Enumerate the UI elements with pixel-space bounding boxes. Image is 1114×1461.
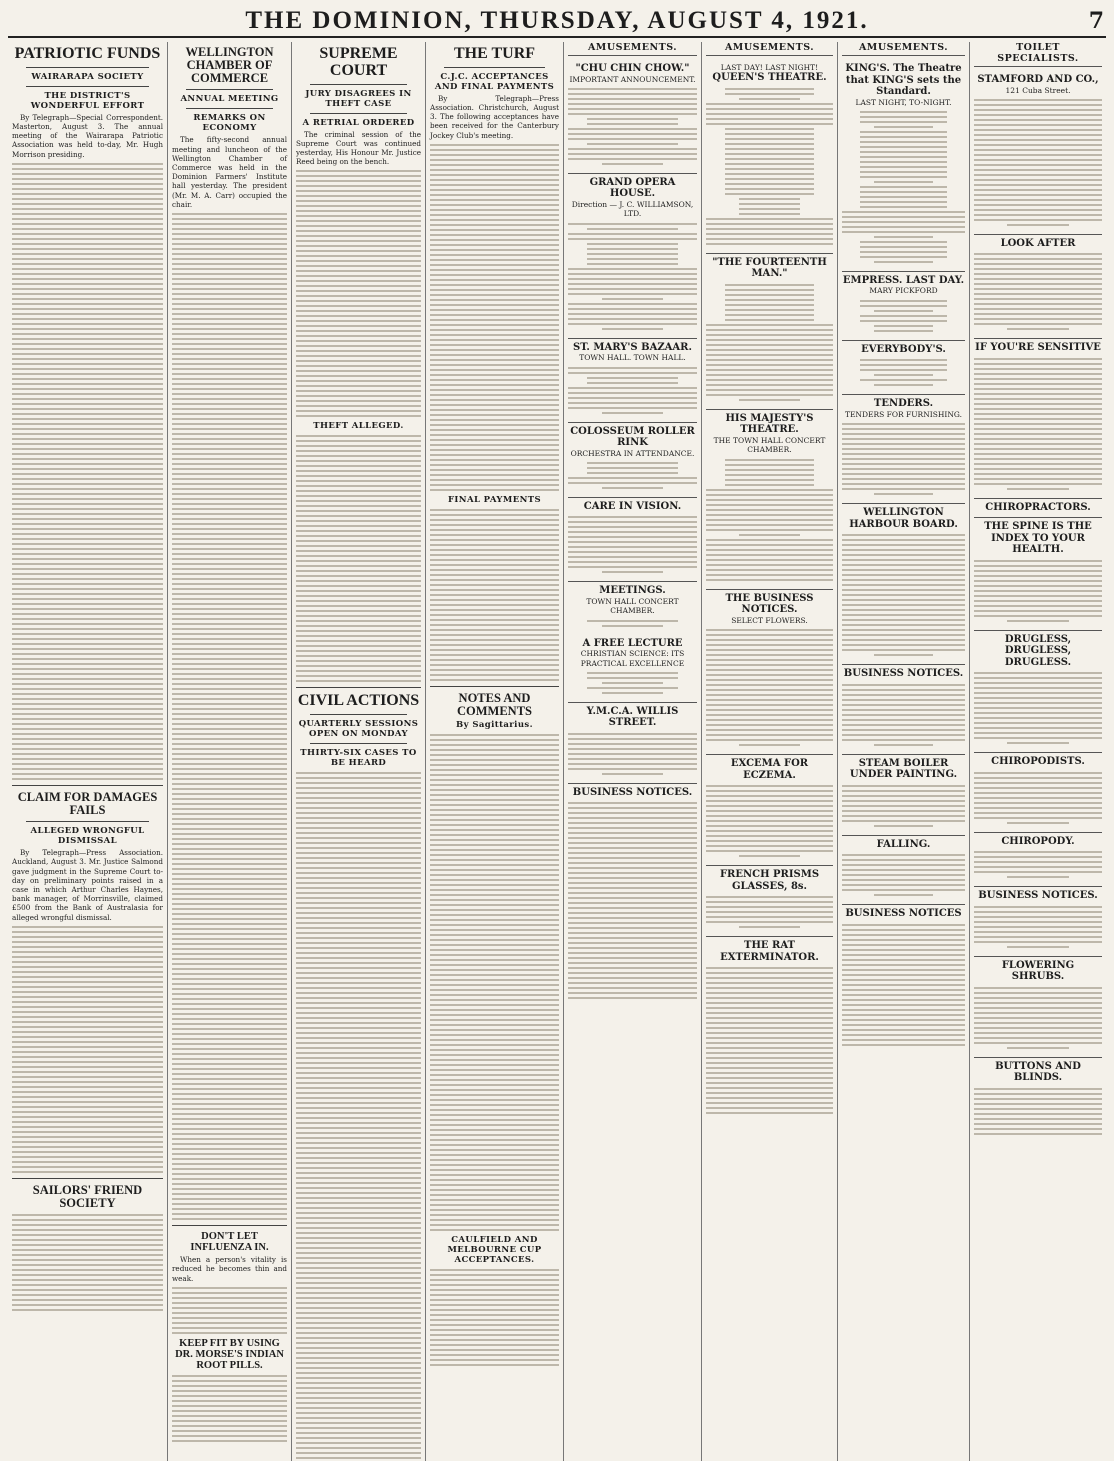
- text-block: [842, 785, 965, 827]
- advertisement: [974, 338, 1102, 498]
- advertisement: [842, 394, 965, 503]
- text-block: [172, 1287, 287, 1334]
- divider: [26, 86, 149, 87]
- text-block: [296, 772, 421, 1461]
- text-block: [842, 684, 965, 746]
- page-number: 7: [1088, 8, 1104, 34]
- ad-title: CARE IN VISION.: [583, 500, 682, 512]
- ad-title: BUTTONS AND BLINDS.: [995, 1060, 1081, 1084]
- text-block: [296, 170, 421, 417]
- ad-title: EMPRESS. LAST DAY.: [842, 274, 965, 286]
- divider: [310, 714, 407, 715]
- ad-title: "THE FOURTEENTH MAN.": [712, 256, 827, 280]
- ad-title: CHIROPODISTS.: [991, 756, 1085, 768]
- text-block: [842, 359, 965, 386]
- text-block: [842, 111, 965, 263]
- advertisement: [706, 409, 833, 589]
- ad-title: MEETINGS.: [599, 585, 666, 597]
- advertisement: [842, 904, 965, 1054]
- headline-patriotic-funds: PATRIOTIC FUNDS: [14, 45, 161, 62]
- text-block: [12, 1214, 163, 1311]
- text-block: [706, 88, 833, 245]
- headline-the-turf: THE TURF: [453, 45, 536, 62]
- subhead: CAULFIELD AND MELBOURNE CUP ACCEPTANCES.: [447, 1235, 542, 1266]
- divider: [12, 1178, 163, 1179]
- subhead: REMARKS ON ECONOMY: [193, 113, 266, 134]
- ad-subtitle: TENDERS FOR FURNISHING.: [844, 409, 963, 419]
- advertisement: [568, 173, 697, 338]
- divider: [26, 67, 149, 68]
- section-head: TOILET SPECIALISTS.: [974, 42, 1102, 67]
- column-5: [564, 42, 702, 1461]
- advertisement: [974, 630, 1102, 753]
- text-block: [568, 88, 697, 165]
- ad-title: GRAND OPERA HOUSE.: [589, 176, 676, 200]
- headline-sailors-friend: SAILORS' FRIEND SOCIETY: [32, 1182, 143, 1211]
- subhead: ANNUAL MEETING: [180, 94, 279, 105]
- ad-subtitle: 121 Cuba Street.: [1005, 85, 1071, 95]
- section-head: AMUSEMENTS.: [706, 42, 833, 56]
- advertisement: [706, 60, 833, 253]
- advertisement: [568, 338, 697, 422]
- divider: [172, 1225, 287, 1226]
- masthead: [8, 6, 1106, 38]
- subhead: THEFT ALLEGED.: [313, 421, 404, 432]
- advertisement: [974, 71, 1102, 234]
- divider: [310, 743, 407, 744]
- text-block: [12, 163, 163, 780]
- article-text: By Telegraph—Special Correspondent. Masterton, August 3. The annual meeting of the Wairarapa Patriotic Association was held to-day, Mr. Hugh Morrison presiding.: [12, 112, 163, 159]
- ad-title: ST. MARY'S BAZAAR.: [573, 341, 692, 353]
- ad-subtitle: THE TOWN HALL CONCERT CHAMBER.: [713, 435, 826, 455]
- divider: [26, 821, 149, 822]
- advertisement: [974, 886, 1102, 956]
- text-block: [974, 906, 1102, 948]
- divider: [296, 687, 421, 688]
- advertisement: [706, 253, 833, 409]
- column-7: [838, 42, 970, 1461]
- subhead: JURY DISAGREES IN THEFT CASE: [305, 88, 412, 109]
- text-block: [706, 459, 833, 581]
- text-block: [12, 926, 163, 1173]
- headline-notes-and-comments: NOTES AND COMMENTS: [457, 690, 532, 719]
- advertisement: [974, 956, 1102, 1057]
- text-block: [706, 896, 833, 928]
- text-block: [296, 435, 421, 682]
- ad-title: BUSINESS NOTICES.: [843, 668, 964, 680]
- ad-title: BUSINESS NOTICES.: [978, 890, 1098, 902]
- ad-title: THE RAT EXTERMINATOR.: [720, 940, 819, 963]
- column-1: [8, 42, 168, 1461]
- text-block: [974, 672, 1102, 744]
- text-block: [842, 534, 965, 656]
- text-block: [430, 1269, 559, 1366]
- ad-title: FALLING.: [876, 838, 931, 850]
- ad-title: BUSINESS NOTICES: [845, 908, 962, 920]
- column-8: [970, 42, 1106, 1461]
- ad-title: DRUGLESS, DRUGLESS, DRUGLESS.: [1004, 633, 1072, 668]
- article-text: By Telegraph—Press Association. Christchurch, August 3. The following acceptances have been received for the Canterbury Jockey Club's meeting.: [430, 93, 559, 140]
- text-block: [842, 300, 965, 332]
- ad-subtitle: CHRISTIAN SCIENCE: ITS PRACTICAL EXCELLENCE: [580, 649, 685, 668]
- headline-chamber-of-commerce: WELLINGTON CHAMBER OF COMMERCE: [185, 45, 274, 86]
- advertisement: [974, 498, 1102, 518]
- text-block: [842, 854, 965, 896]
- divider: [12, 785, 163, 786]
- ad-subtitle: LAST NIGHT, TO-NIGHT.: [855, 97, 952, 107]
- text-block: [974, 560, 1102, 622]
- ad-title: CHIROPODY.: [1001, 835, 1075, 847]
- ad-title: WELLINGTON HARBOUR BOARD.: [849, 507, 958, 530]
- divider: [444, 67, 545, 68]
- ad-title: IF YOU'RE SENSITIVE: [975, 342, 1101, 354]
- headline-claim-for-damages: CLAIM FOR DAMAGES FAILS: [17, 789, 158, 818]
- ad-subtitle: LAST DAY! LAST NIGHT!: [720, 63, 819, 72]
- text-block: [706, 785, 833, 857]
- subhead: THIRTY-SIX CASES TO BE HEARD: [300, 748, 417, 769]
- text-block: [974, 772, 1102, 824]
- advertisement: [568, 783, 697, 1008]
- article-text: The criminal session of the Supreme Court was continued yesterday, His Honour Mr. Justice Reed being on the bench.: [296, 129, 421, 167]
- ad-title: KING'S. The Theatre that KING'S sets the Standard.: [845, 63, 962, 97]
- columns: [8, 42, 1106, 1461]
- advertisement: [706, 936, 833, 1122]
- headline-indian-root-pills: KEEP FIT BY USING DR. MORSE'S INDIAN ROOT PILLS.: [175, 1337, 284, 1371]
- advertisement: [568, 635, 697, 702]
- subhead: THE DISTRICT'S WONDERFUL EFFORT: [30, 90, 145, 111]
- column-6: [702, 42, 838, 1461]
- text-block: [842, 924, 965, 1046]
- ad-title: CHIROPRACTORS.: [985, 501, 1091, 513]
- advertisement: [974, 832, 1102, 887]
- text-block: [568, 802, 697, 999]
- advertisement: [568, 702, 697, 783]
- column-3: [292, 42, 426, 1461]
- ad-subtitle: TOWN HALL. TOWN HALL.: [579, 353, 686, 363]
- ad-title: FRENCH PRISMS GLASSES, 8s.: [719, 869, 820, 892]
- ad-title: THE BUSINESS NOTICES.: [725, 592, 814, 616]
- text-block: [568, 516, 697, 573]
- ad-title: LOOK AFTER: [1000, 237, 1076, 249]
- advertisement: [974, 517, 1102, 630]
- article-text: When a person's vitality is reduced he becomes thin and weak.: [172, 1255, 287, 1283]
- advertisement: [842, 340, 965, 395]
- advertisement: [842, 835, 965, 905]
- ad-title: BUSINESS NOTICES.: [572, 786, 693, 798]
- ad-title: HIS MAJESTY'S THEATRE.: [725, 412, 814, 436]
- ad-subtitle: SELECT FLOWERS.: [731, 615, 808, 625]
- text-block: [430, 734, 559, 1231]
- ad-title: THE SPINE IS THE INDEX TO YOUR HEALTH.: [984, 521, 1092, 556]
- headline-influenza: DON'T LET INFLUENZA IN.: [190, 1231, 269, 1254]
- ad-title: "CHU CHIN CHOW.": [575, 63, 690, 74]
- divider: [186, 89, 273, 90]
- ad-title: EVERYBODY'S.: [861, 343, 946, 355]
- advertisement: [568, 497, 697, 582]
- headline-supreme-court: SUPREME COURT: [319, 45, 398, 79]
- text-block: [842, 423, 965, 495]
- text-block: [974, 358, 1102, 490]
- advertisement: [706, 865, 833, 936]
- subhead: WAIRARAPA SOCIETY: [31, 71, 144, 82]
- text-block: [430, 509, 559, 681]
- text-block: [172, 1375, 287, 1442]
- headline-civil-actions: CIVIL ACTIONS: [297, 692, 420, 710]
- advertisement: [568, 422, 697, 497]
- ad-title: STEAM BOILER UNDER PAINTING.: [849, 757, 958, 781]
- divider: [186, 108, 273, 109]
- article-text: By Telegraph—Press Association. Auckland, August 3. Mr. Justice Salmond gave judgment in the Supreme Court to-day on preliminary points raised in a case in which Arthur Charles Haynes, bank manager, of Morrinsville, claimed £500 from the Bank of Australasia for alleged wrongful dismissal.: [12, 848, 163, 922]
- advertisement: [842, 664, 965, 754]
- text-block: [706, 629, 833, 746]
- text-block: [568, 733, 697, 775]
- text-block: [430, 144, 559, 491]
- text-block: [706, 967, 833, 1114]
- text-block: [706, 284, 833, 401]
- ad-title: A FREE LECTURE: [582, 637, 683, 649]
- subhead: QUARTERLY SESSIONS OPEN ON MONDAY: [298, 719, 419, 740]
- divider: [310, 113, 407, 114]
- subhead: ALLEGED WRONGFUL DISMISSAL: [30, 826, 145, 847]
- ad-title: Y.M.C.A. WILLIS STREET.: [586, 705, 679, 729]
- advertisement: [974, 1057, 1102, 1143]
- ad-subtitle: IMPORTANT ANNOUNCEMENT.: [569, 74, 696, 84]
- ad-title: QUEEN'S THEATRE.: [712, 72, 827, 84]
- advertisement: [842, 271, 965, 340]
- section-head: AMUSEMENTS.: [568, 42, 697, 56]
- ad-subtitle: Direction — J. C. WILLIAMSON, LTD.: [571, 199, 694, 219]
- text-block: [568, 367, 697, 414]
- ad-subtitle: MARY PICKFORD: [869, 286, 938, 296]
- advertisement: [706, 754, 833, 865]
- column-2: [168, 42, 292, 1461]
- text-block: [568, 462, 697, 489]
- ad-title: COLOSSEUM ROLLER RINK: [570, 425, 695, 448]
- advertisement: [974, 752, 1102, 832]
- advertisement: [842, 503, 965, 664]
- subhead: A RETRIAL ORDERED: [302, 117, 415, 128]
- advertisement: [568, 60, 697, 173]
- ad-title: EXCEMA FOR ECZEMA.: [730, 758, 809, 781]
- advertisement: [842, 754, 965, 835]
- text-block: [974, 99, 1102, 226]
- byline: By Sagittarius.: [456, 720, 533, 731]
- text-block: [568, 672, 697, 694]
- ad-subtitle: TOWN HALL CONCERT CHAMBER.: [586, 596, 679, 616]
- subhead: C.J.C. ACCEPTANCES AND FINAL PAYMENTS: [434, 71, 555, 92]
- divider: [430, 686, 559, 687]
- ad-title: TENDERS.: [873, 398, 934, 410]
- text-block: [172, 213, 287, 1220]
- column-4: [426, 42, 564, 1461]
- subhead: FINAL PAYMENTS: [447, 494, 542, 505]
- text-block: [568, 620, 697, 627]
- text-block: [568, 223, 697, 330]
- divider: [310, 84, 407, 85]
- text-block: [974, 1088, 1102, 1135]
- text-block: [974, 851, 1102, 878]
- ad-title: FLOWERING SHRUBS.: [1001, 959, 1075, 983]
- advertisement: [568, 581, 697, 634]
- article-text: The fifty-second annual meeting and luncheon of the Wellington Chamber of Commerce was held in the Dominion Farmers' Institute hall yesterday. The president (Mr. M. A. Carr) occupied the chair.: [172, 135, 287, 209]
- advertisement: [974, 234, 1102, 339]
- text-block: [974, 253, 1102, 330]
- text-block: [974, 987, 1102, 1049]
- masthead-title: THE DOMINION, THURSDAY, AUGUST 4, 1921.: [245, 7, 869, 34]
- ad-title: STAMFORD AND CO.,: [977, 74, 1099, 85]
- advertisement: [706, 589, 833, 754]
- advertisement: [842, 60, 965, 271]
- ad-subtitle: ORCHESTRA IN ATTENDANCE.: [570, 448, 695, 458]
- section-head: AMUSEMENTS.: [842, 42, 965, 56]
